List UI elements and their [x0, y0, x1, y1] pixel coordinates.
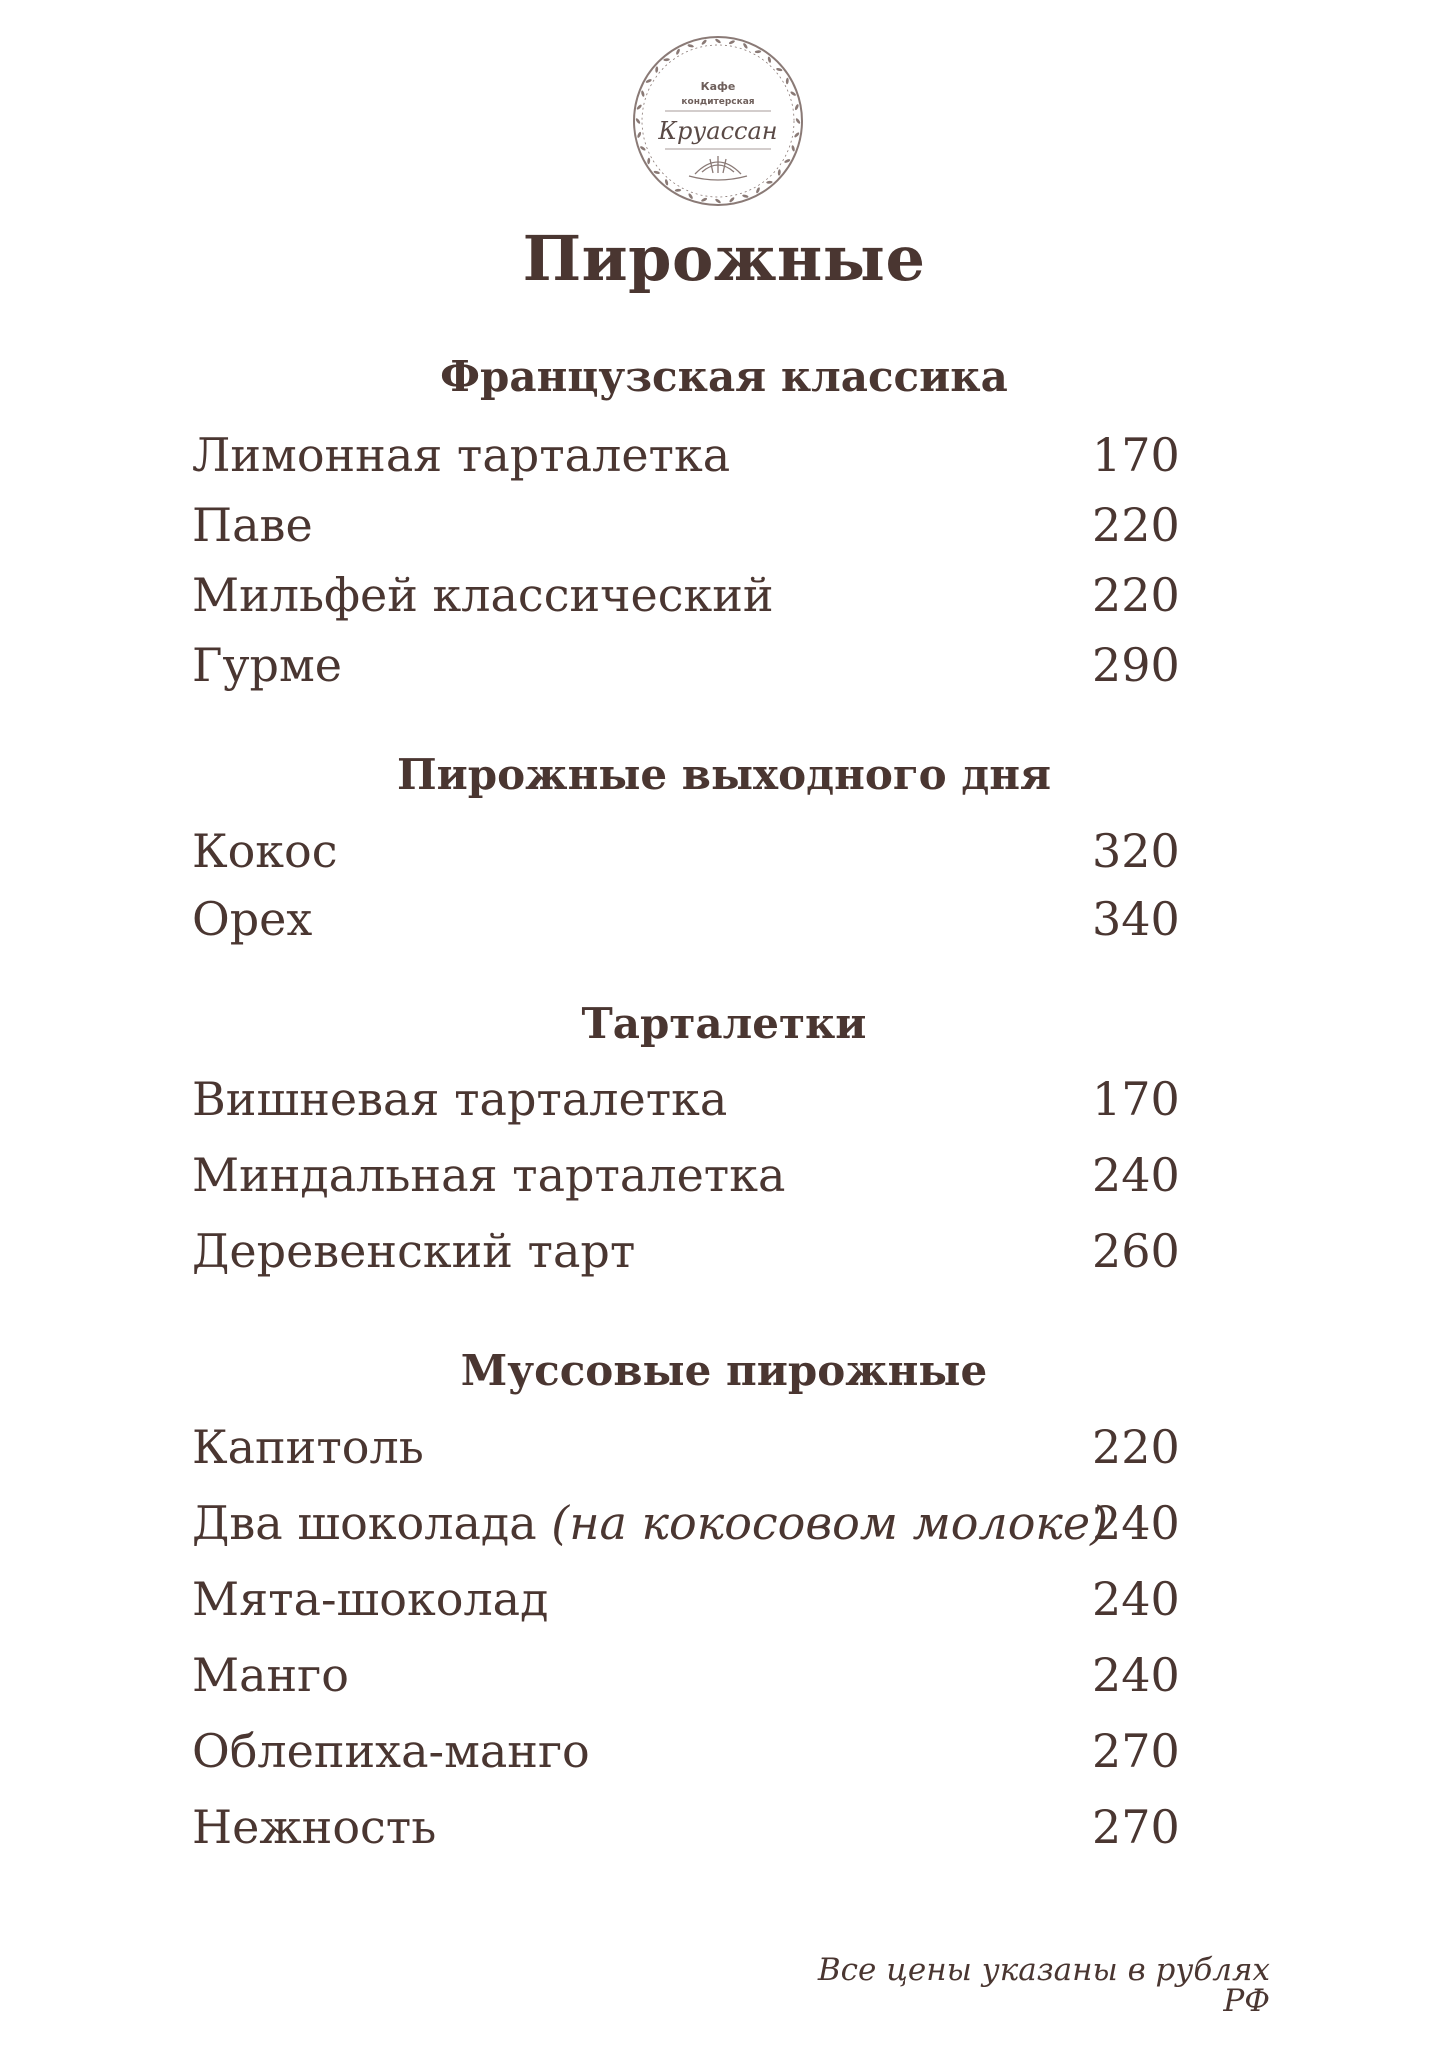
item-name: Вишневая тарталетка: [192, 1072, 728, 1126]
menu-item: [192, 824, 1192, 888]
wreath-leaf-icon: [715, 198, 722, 204]
wreath-leaf-icon: [715, 38, 722, 44]
menu-item: [192, 638, 1192, 702]
wreath-leaf-icon: [687, 44, 694, 48]
wreath-leaf-icon: [778, 169, 781, 176]
item-name: Нежность: [192, 1800, 437, 1854]
wreath-leaf-icon: [664, 179, 668, 186]
price-footnote: Все цены указаны в рублях РФ: [817, 1952, 1270, 2019]
item-name: Манго: [192, 1648, 349, 1702]
item-name: Кокос: [192, 824, 338, 878]
item-price: 270: [1092, 1724, 1180, 1778]
item-price: 240: [1092, 1572, 1180, 1626]
wreath-leaf-icon: [636, 104, 643, 111]
item-name: Капитоль: [192, 1420, 424, 1474]
menu-item: [192, 1496, 1192, 1560]
item-price: 170: [1092, 428, 1180, 482]
item-name: Паве: [192, 498, 313, 552]
item-price: 340: [1092, 892, 1180, 946]
menu-item: [192, 498, 1192, 562]
logo-top-text: Кафе: [700, 80, 736, 93]
item-name: Облепиха-манго: [192, 1724, 590, 1778]
item-price: 170: [1092, 1072, 1180, 1126]
wreath-leaf-icon: [675, 189, 682, 192]
wreath-leaf-icon: [776, 67, 783, 71]
wreath-leaf-icon: [794, 132, 801, 139]
item-price: 220: [1092, 1420, 1180, 1474]
wreath-leaf-icon: [786, 78, 789, 85]
menu-item: [192, 1224, 1192, 1288]
wreath-leaf-icon: [655, 66, 658, 73]
item-name: Орех: [192, 892, 313, 946]
logo-brand-name: Круассан: [658, 117, 778, 145]
menu-item: [192, 1148, 1192, 1212]
wreath-leaf-icon: [729, 197, 736, 204]
item-price: 270: [1092, 1800, 1180, 1854]
wreath-leaf-icon: [639, 145, 646, 151]
wreath-leaf-icon: [742, 194, 749, 198]
wreath-leaf-icon: [688, 193, 694, 200]
wreath-leaf-icon: [635, 118, 641, 125]
wreath-leaf-icon: [701, 197, 708, 202]
cafe-logo: [625, 28, 811, 214]
item-price: 320: [1092, 824, 1180, 878]
item-price: 290: [1092, 638, 1180, 692]
item-name-text: Два шоколада: [192, 1496, 537, 1550]
item-price: 260: [1092, 1224, 1180, 1278]
croissant-icon: [689, 156, 747, 180]
wreath-leaf-icon: [653, 170, 660, 174]
menu-item: [192, 1572, 1192, 1636]
wreath-leaf-icon: [663, 58, 670, 61]
logo-sub-text: кондитерская: [681, 97, 755, 107]
item-name: Мильфей классический: [192, 568, 774, 622]
wreath-leaf-icon: [742, 42, 748, 49]
menu-item: [192, 1420, 1192, 1484]
wreath-leaf-icon: [791, 145, 795, 152]
wreath-leaf-icon: [641, 90, 645, 97]
wreath-leaf-icon: [647, 158, 650, 165]
section-title-tartlets: Тарталетки: [581, 999, 867, 1048]
item-name: Лимонная тарталетка: [192, 428, 731, 482]
wreath-leaf-icon: [795, 118, 801, 125]
menu-item: [192, 892, 1192, 956]
section-title-mousse-pastries: Муссовые пирожные: [460, 1346, 988, 1395]
section-title-french-classics: Французская классика: [440, 352, 1008, 401]
wreath-leaf-icon: [728, 40, 735, 45]
wreath-leaf-icon: [701, 39, 708, 46]
item-price: 240: [1092, 1648, 1180, 1702]
wreath-leaf-icon: [794, 104, 799, 111]
menu-item: [192, 568, 1192, 632]
item-name: Гурме: [192, 638, 342, 692]
item-name: Деревенский тарт: [192, 1224, 636, 1278]
item-price: 220: [1092, 568, 1180, 622]
item-name: Мята-шоколад: [192, 1572, 549, 1626]
menu-item: [192, 1800, 1192, 1864]
menu-item: [192, 1648, 1192, 1712]
item-note: (на кокосовом молоке): [551, 1496, 1109, 1550]
page-title: Пирожные: [522, 222, 926, 295]
wreath-leaf-icon: [637, 131, 642, 138]
item-price: 220: [1092, 498, 1180, 552]
wreath-leaf-icon: [766, 181, 773, 184]
item-price: 240: [1092, 1148, 1180, 1202]
menu-item: [192, 1724, 1192, 1788]
item-name: [192, 1496, 1109, 1550]
section-title-weekend-pastries: Пирожные выходного дня: [396, 750, 1051, 799]
item-name: Миндальная тарталетка: [192, 1148, 786, 1202]
wreath-leaf-icon: [767, 56, 771, 63]
menu-item: [192, 1072, 1192, 1136]
item-price: 240: [1092, 1496, 1180, 1550]
wreath-leaf-icon: [755, 50, 762, 53]
menu-item: [192, 428, 1192, 492]
wreath-leaf-icon: [790, 91, 797, 97]
